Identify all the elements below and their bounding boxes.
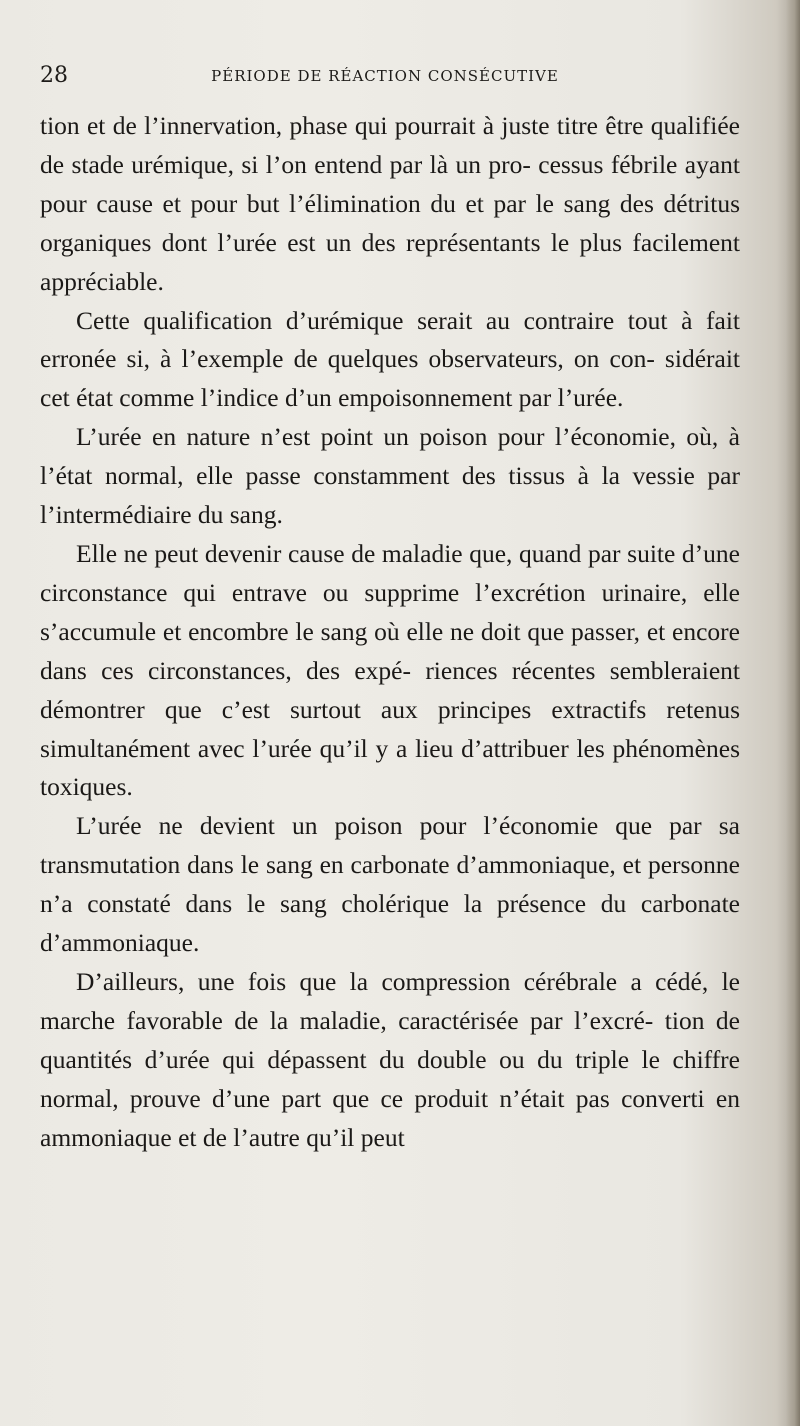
- running-head: PÉRIODE DE RÉACTION CONSÉCUTIVE: [211, 67, 559, 85]
- page-edge-shadow: [786, 0, 800, 1426]
- paragraph-5: L’urée ne devient un poison pour l’économie que par sa transmutation dans le sang en carbonate d’ammoniaque, et personne n’a constaté dans le sang cholérique la présence du carbonate d’ammoniaque.: [40, 811, 740, 958]
- paragraph-6: D’ailleurs, une fois que la compression cérébrale a cédé, le marche favorable de la maladie, caractérisée par l’excré- tion de quantités d’urée qui dépassent du double ou du triple le chiffre normal, prouve d’une part que ce produit n’était pas converti en ammoniaque et de l’autre qu’il peut: [40, 966, 740, 1152]
- paragraph-2: Cette qualification d’urémique serait au contraire tout à fait erronée si, à l’exemple de quelques observateurs, on con- sidérait cet état comme l’indice d’un empoisonnement par l’urée.: [40, 305, 740, 413]
- body-text: [40, 107, 740, 1157]
- paragraph-3: L’urée en nature n’est point un poison pour l’économie, où, à l’état normal, elle passe constamment des tissus à la vessie par l’intermédiaire du sang.: [40, 422, 740, 530]
- page-header: [40, 58, 730, 94]
- paragraph-1: tion et de l’innervation, phase qui pourrait à juste titre être qualifiée de stade urémique, si l’on entend par là un pro- cessus fébrile ayant pour cause et pour but l’élimination du et par le sang des détritus organiques dont l’urée est un des représentants le plus facilement appréciable.: [40, 111, 740, 296]
- paragraph-4: Elle ne peut devenir cause de maladie que, quand par suite d’une circonstance qui entrave ou supprime l’excrétion urinaire, elle s’accumule et encombre le sang où elle ne doit que passer, et encore dans ces circonstances, des expé- riences récentes sembleraient démontrer que c’est surtout aux principes extractifs retenus simultanément avec l’urée qu’il y a lieu d’attribuer les phénomènes toxiques.: [40, 538, 740, 802]
- page-number: 28: [40, 63, 68, 88]
